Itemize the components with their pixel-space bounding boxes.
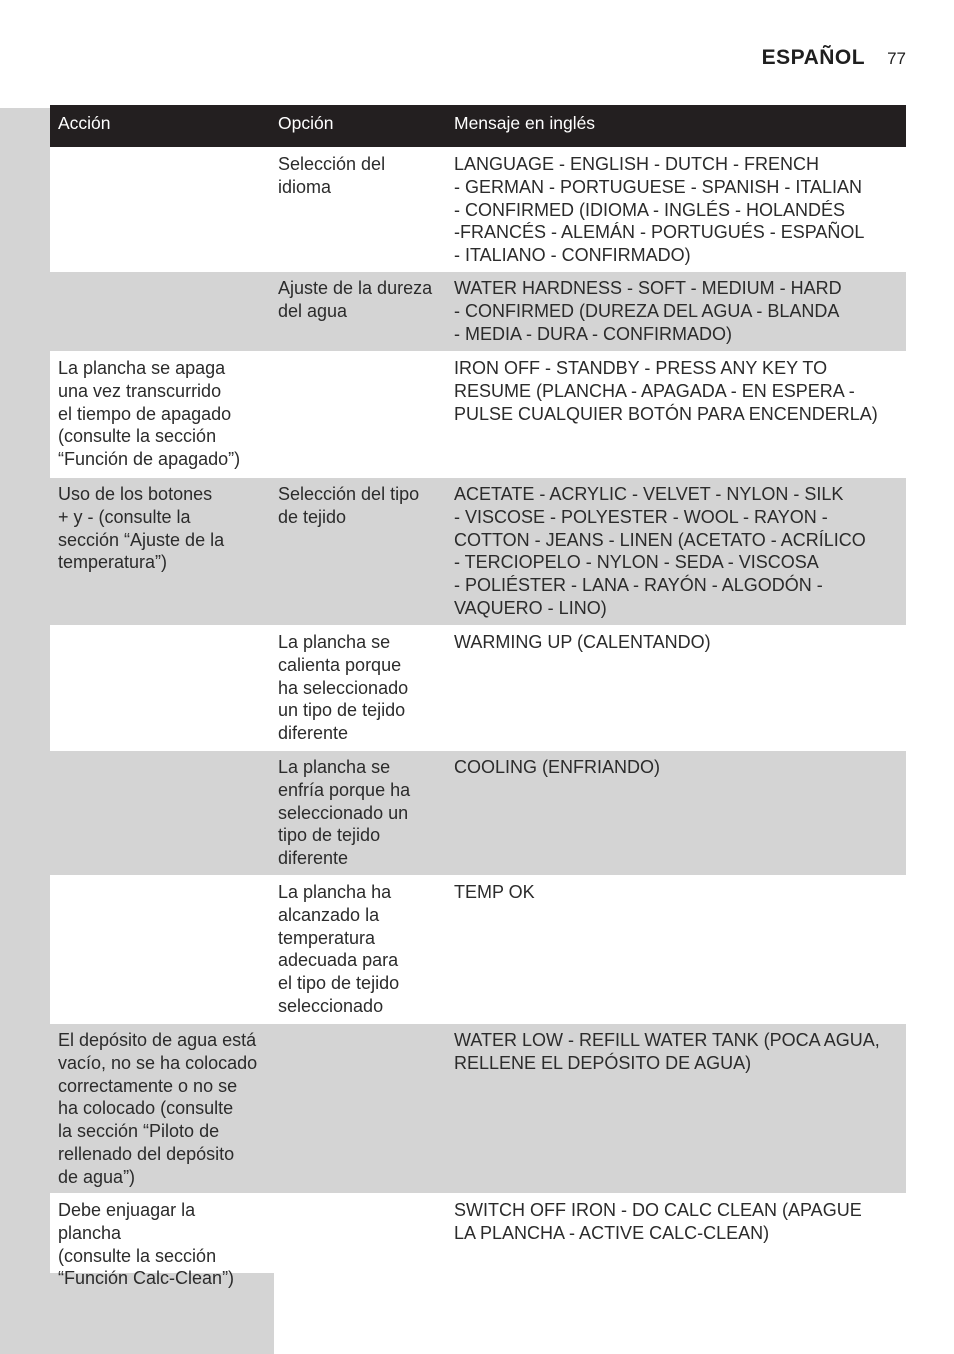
language-label: ESPAÑOL [761,46,866,69]
cell-mensaje: LANGUAGE - ENGLISH - DUTCH - FRENCH - GERMAN - PORTUGUESE - SPANISH - ITALIAN - CONFIRMED (IDIOMA - INGLÉS - HOLANDÉS -FRANCÉS - ALEMÁN - PORTUGUÉS - ESPAÑOL - ITALIANO - CONFIRMADO) [454,154,865,266]
cell-accion [50,148,270,271]
table-row [50,625,906,750]
column-header-opcion: Opción [278,112,334,133]
cell-accion [50,272,270,351]
column-header-accion: Acción [58,112,111,133]
cell-opcion: La plancha se enfría porque ha seleccionado un tipo de tejido diferente [278,757,411,869]
cell-accion [50,751,270,875]
table-row [50,875,906,1023]
cell-mensaje: WATER LOW - REFILL WATER TANK (POCA AGUA, RELLENE EL DEPÓSITO DE AGUA) [454,1030,880,1073]
column-header-mensaje: Mensaje en inglés [454,112,596,133]
table-row [50,271,906,351]
cell-opcion [270,1024,446,1193]
cell-accion [50,626,270,750]
cell-accion [50,876,270,1023]
table-row [50,147,906,271]
table-header-row [50,105,906,147]
cell-opcion [270,1194,446,1273]
cell-mensaje: TEMP OK [454,882,535,902]
table-row [50,1023,906,1193]
cell-opcion: Ajuste de la dureza del agua [278,278,433,321]
cell-accion: Debe enjuagar la plancha (consulte la sección “Función Calc-Clean”) [50,1194,270,1273]
page-number: 77 [887,49,906,68]
cell-mensaje: WATER HARDNESS - SOFT - MEDIUM - HARD - CONFIRMED (DUREZA DEL AGUA - BLANDA - MEDIA - DURA - CONFIRMADO) [454,278,842,344]
messages-table [50,105,906,1289]
cell-accion: La plancha se apaga una vez transcurrido el tiempo de apagado (consulte la sección “Función de apagado”) [58,358,241,470]
cell-mensaje: WARMING UP (CALENTANDO) [454,632,711,652]
table-row [50,477,906,625]
cell-opcion: La plancha se calienta porque ha seleccionado un tipo de tejido diferente [278,632,409,744]
cell-accion: Uso de los botones + y - (consulte la sección “Ajuste de la temperatura”) [58,484,225,573]
table-row [50,351,906,477]
table-row [50,1193,906,1289]
cell-mensaje: COOLING (ENFRIANDO) [454,757,661,777]
table-row [50,750,906,875]
cell-opcion [270,352,446,477]
cell-opcion: Selección del tipo de tejido [278,484,420,527]
cell-opcion: Selección del idioma [278,154,386,197]
cell-accion: El depósito de agua está vacío, no se ha colocado correctamente o no se ha colocado (consulte la sección “Piloto de rellenado del depósito de agua”) [58,1030,258,1187]
cell-mensaje: SWITCH OFF IRON - DO CALC CLEAN (APAGUE LA PLANCHA - ACTIVE CALC-CLEAN) [454,1200,862,1243]
cell-opcion: La plancha ha alcanzado la temperatura adecuada para el tipo de tejido seleccionado [278,882,400,1016]
cell-mensaje: ACETATE - ACRYLIC - VELVET - NYLON - SILK - VISCOSE - POLYESTER - WOOL - RAYON - COTTON - JEANS - LINEN (ACETATO - ACRÍLICO - TERCIOPELO - NYLON - SEDA - VISCOSA - POLIÉSTER - LANA - RAYÓN - ALGODÓN - VAQUERO - LINO) [454,484,866,618]
page-header [762,46,906,70]
cell-mensaje: IRON OFF - STANDBY - PRESS ANY KEY TO RESUME (PLANCHA - APAGADA - EN ESPERA - PULSE CUALQUIER BOTÓN PARA ENCENDERLA) [454,358,878,424]
